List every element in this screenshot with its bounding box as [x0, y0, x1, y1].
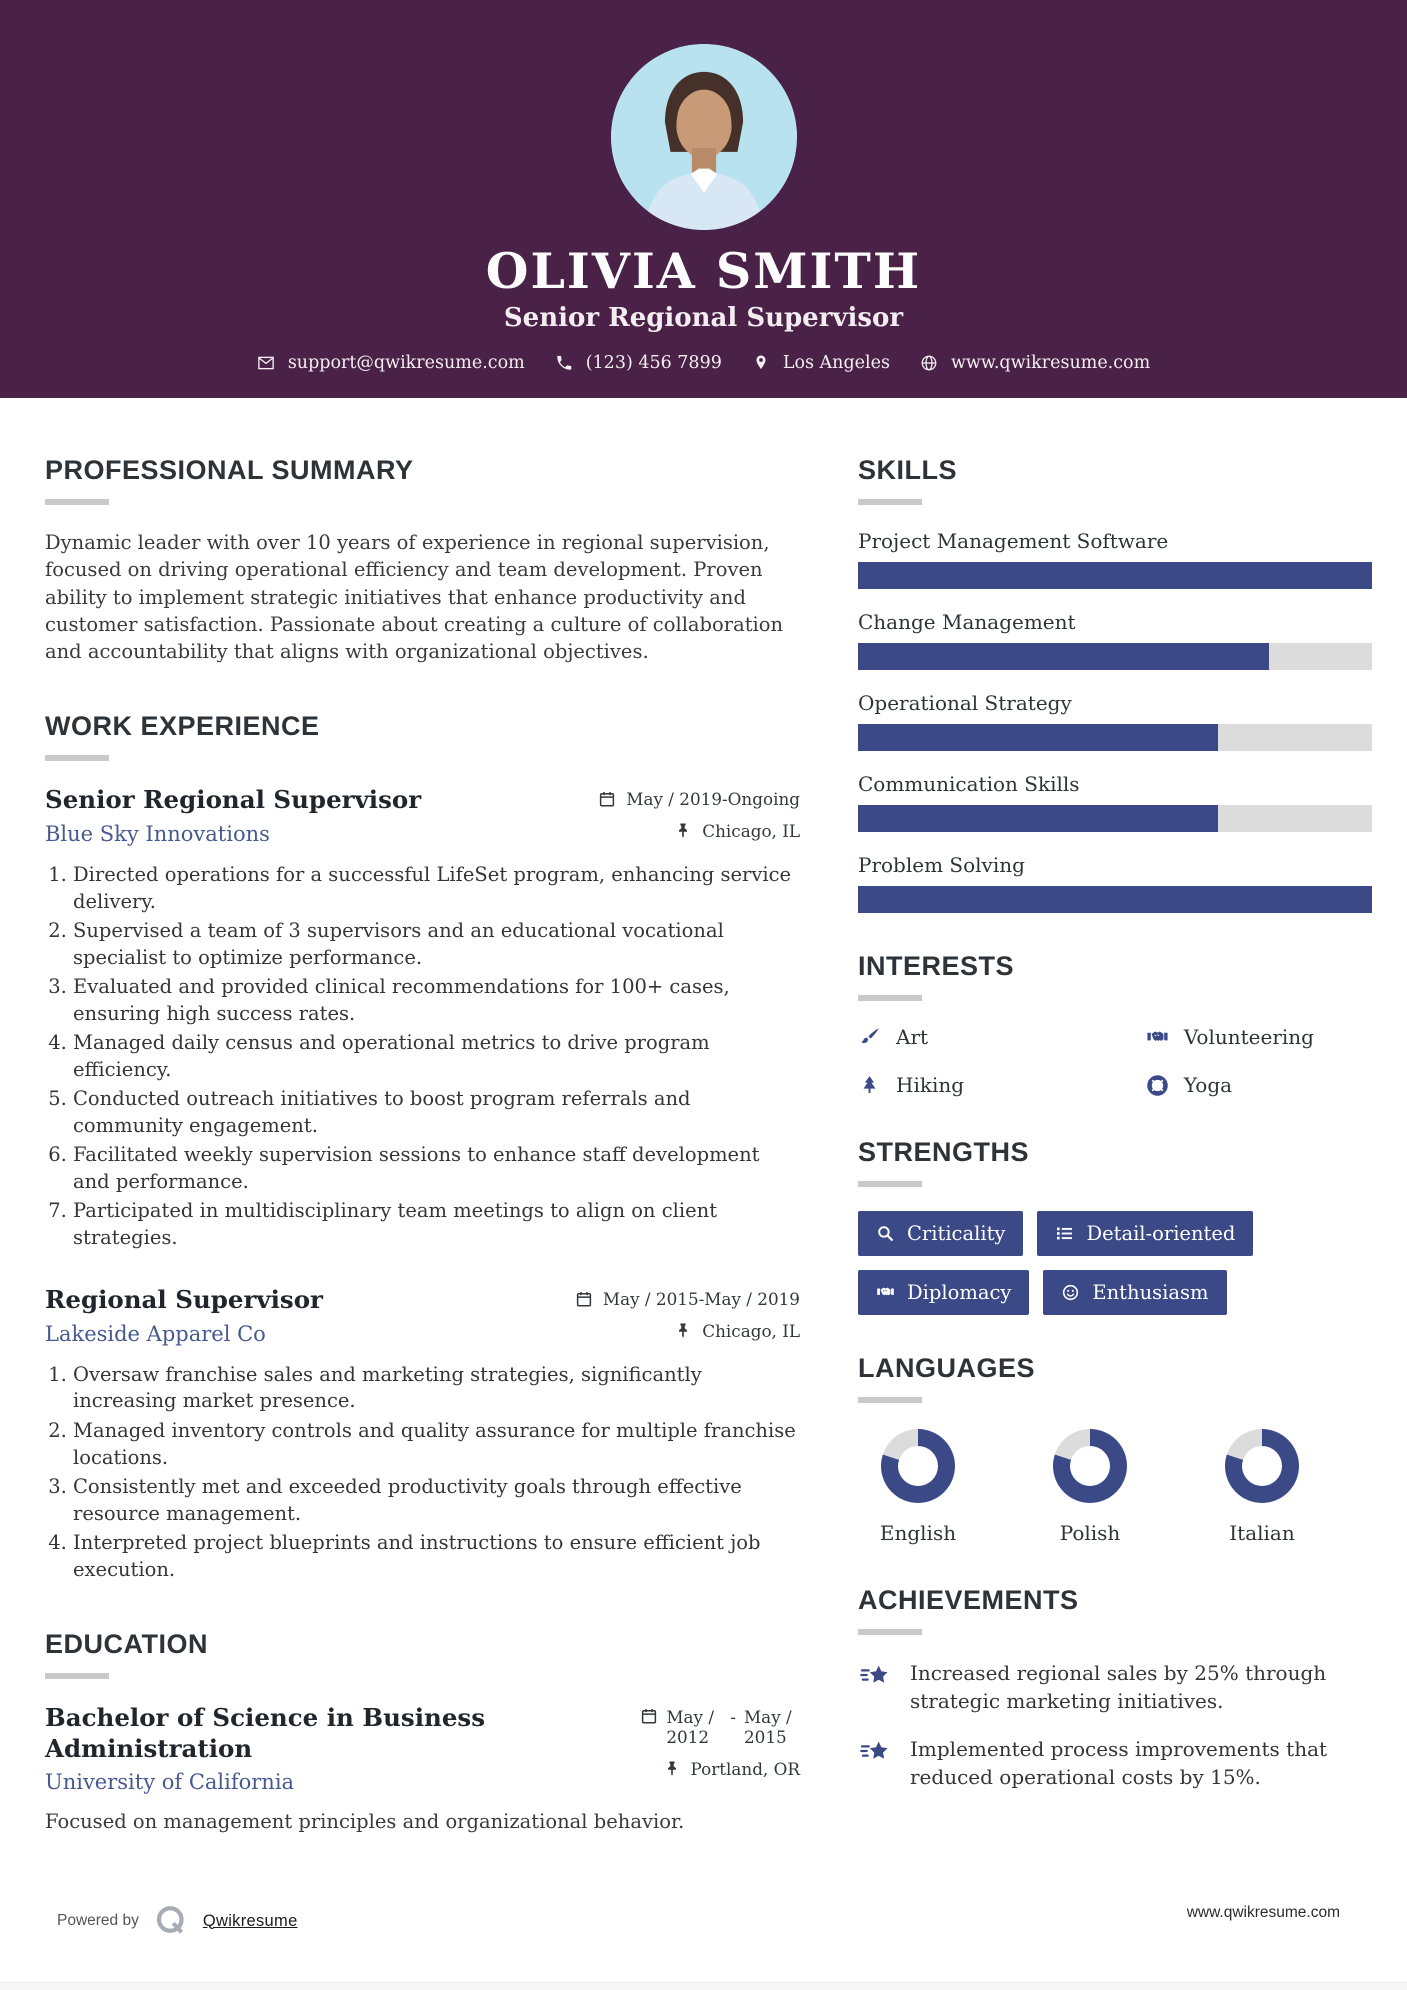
smiley-icon	[1061, 1283, 1080, 1302]
strength-badge	[1037, 1211, 1253, 1256]
search-icon	[876, 1224, 895, 1243]
strength-label: Criticality	[907, 1222, 1006, 1245]
footer	[0, 1898, 1407, 1944]
contact-location[interactable]	[752, 353, 890, 373]
strength-badge	[858, 1270, 1029, 1315]
calendar-icon	[575, 1290, 593, 1308]
job-bullet-list	[45, 1362, 800, 1583]
school-link[interactable]: University of California	[45, 1770, 295, 1795]
globe-icon	[920, 354, 938, 372]
job-location	[674, 1321, 800, 1341]
envelope-icon	[257, 354, 275, 372]
work-heading: WORK EXPERIENCE	[45, 711, 320, 742]
degree-title: Bachelor of Science in Business Administration	[45, 1703, 486, 1763]
profile-photo	[611, 44, 797, 230]
job-bullet: 3. Consistently met and exceeded productivity goals through effective resource management.	[73, 1474, 800, 1527]
skill-item	[858, 772, 1372, 832]
powered-by-text: Powered by	[57, 1912, 139, 1929]
section-rule	[858, 499, 922, 505]
achievement-text: Implemented process improvements that reduced operational costs by 15%.	[910, 1737, 1328, 1789]
contact-phone-text: (123) 456 7899	[585, 353, 722, 373]
shooting-star-icon	[858, 1661, 894, 1693]
skill-bar	[858, 724, 1372, 751]
interests-grid	[858, 1025, 1372, 1097]
summary-text: Dynamic leader with over 10 years of experience in regional supervision, focused on driving operational efficiency and team development. Proven ability to implement strategic initiatives that enhance productivity and customer satisfaction. Passionate about creating a culture of collaboration and accountability that aligns with organizational objectives.	[45, 531, 784, 664]
job-bullet: 6. Facilitated weekly supervision sessions to enhance staff development and performance.	[73, 1142, 800, 1195]
strength-label: Diplomacy	[907, 1281, 1012, 1304]
skill-bar	[858, 886, 1372, 913]
skill-name: Project Management Software	[858, 529, 1169, 553]
section-rule	[858, 1629, 922, 1635]
section-rule	[45, 499, 109, 505]
languages-row	[858, 1429, 1372, 1545]
job-bullet: 1. Oversaw franchise sales and marketing strategies, significantly increasing market presence.	[73, 1362, 800, 1415]
strength-badge	[1043, 1270, 1226, 1315]
job-bullet: 2. Supervised a team of 3 supervisors and an educational vocational specialist to optimize performance.	[73, 918, 800, 971]
education-date-end: May / 2015	[744, 1707, 792, 1748]
left-column	[45, 455, 800, 1836]
content	[0, 398, 1407, 1836]
language-item	[1202, 1429, 1322, 1545]
section-rule	[858, 1397, 922, 1403]
section-rule	[45, 1673, 109, 1679]
skill-item	[858, 610, 1372, 670]
job-entry	[45, 785, 800, 1251]
strength-label: Detail-oriented	[1086, 1222, 1236, 1245]
phone-icon	[555, 354, 573, 372]
job-bullet: 2. Managed inventory controls and quality assurance for multiple franchise locations.	[73, 1418, 800, 1471]
handshake-icon	[876, 1283, 895, 1302]
skill-bar	[858, 562, 1372, 589]
achievement-item	[858, 1659, 1372, 1715]
job-bullet: 7. Participated in multidisciplinary team meetings to align on client strategies.	[73, 1198, 800, 1251]
header	[0, 0, 1407, 398]
skill-name: Communication Skills	[858, 772, 1080, 796]
handshake-icon	[1146, 1026, 1169, 1049]
language-item	[1030, 1429, 1150, 1545]
skill-bar	[858, 805, 1372, 832]
job-bullet: 1. Directed operations for a successful LifeSet program, enhancing service delivery.	[73, 862, 800, 915]
job-title: Senior Regional Supervisor	[45, 785, 422, 815]
interest-label: Volunteering	[1183, 1025, 1314, 1049]
language-donut-chart	[881, 1429, 955, 1503]
person-portrait-icon	[611, 44, 797, 230]
contact-location-text: Los Angeles	[782, 353, 890, 373]
job-dates	[598, 789, 800, 809]
skill-item	[858, 691, 1372, 751]
interest-label: Art	[896, 1025, 929, 1049]
languages-heading: LANGUAGES	[858, 1353, 1036, 1383]
language-donut-chart	[1225, 1429, 1299, 1503]
contact-website[interactable]	[920, 353, 1150, 373]
strength-label: Enthusiasm	[1092, 1281, 1209, 1304]
summary-heading: PROFESSIONAL SUMMARY	[45, 455, 414, 485]
person-title: Senior Regional Supervisor	[503, 303, 904, 333]
qwikresume-logo-icon	[153, 1903, 189, 1939]
contact-email-text: support@qwikresume.com	[287, 353, 525, 373]
interest-item	[858, 1073, 1146, 1097]
qwikresume-link[interactable]: Qwikresume	[202, 1911, 298, 1930]
achievement-text: Increased regional sales by 25% through strategic marketing initiatives.	[910, 1661, 1327, 1713]
interest-item	[1146, 1073, 1372, 1097]
pushpin-icon	[674, 822, 692, 840]
skill-name: Operational Strategy	[858, 691, 1072, 715]
shooting-star-icon	[858, 1737, 894, 1769]
interest-label: Yoga	[1183, 1073, 1233, 1097]
skill-item	[858, 529, 1372, 589]
education-dates	[640, 1707, 800, 1747]
interests-heading: INTERESTS	[858, 951, 1015, 981]
language-label: Italian	[1229, 1521, 1295, 1545]
language-label: English	[879, 1521, 957, 1545]
job-location-text: Chicago, IL	[702, 821, 800, 842]
tree-icon	[858, 1074, 881, 1097]
list-icon	[1055, 1224, 1074, 1243]
strengths-badges	[858, 1211, 1372, 1315]
job-company-link[interactable]: Lakeside Apparel Co	[45, 1321, 266, 1346]
contact-phone[interactable]	[555, 353, 722, 373]
footer-site-link[interactable]: www.qwikresume.com	[1186, 1904, 1340, 1921]
right-column	[858, 455, 1372, 1836]
education-date-separator: -	[730, 1707, 736, 1728]
job-bullet: 5. Conducted outreach initiatives to boost program referrals and community engagement.	[73, 1086, 800, 1139]
job-dates	[575, 1289, 800, 1309]
pushpin-icon	[663, 1760, 681, 1778]
calendar-icon	[640, 1707, 658, 1725]
skill-bar-fill	[858, 643, 1269, 670]
skill-bar	[858, 643, 1372, 670]
achievement-item	[858, 1735, 1372, 1791]
calendar-icon	[598, 790, 616, 808]
lifebuoy-icon	[1146, 1074, 1169, 1097]
job-bullet-list	[45, 862, 800, 1251]
skill-bar-fill	[858, 562, 1372, 589]
skill-name: Problem Solving	[858, 853, 1025, 877]
section-rule	[858, 1181, 922, 1187]
skill-name: Change Management	[858, 610, 1076, 634]
paintbrush-icon	[858, 1026, 881, 1049]
job-dates-text: May / 2015-May / 2019	[602, 1289, 800, 1310]
language-item	[858, 1429, 978, 1545]
education-entry	[45, 1703, 800, 1836]
education-heading: EDUCATION	[45, 1629, 208, 1660]
interest-item	[858, 1025, 1146, 1049]
education-location	[663, 1759, 800, 1779]
education-location-text: Portland, OR	[690, 1759, 800, 1780]
location-icon	[752, 354, 770, 372]
job-location-text: Chicago, IL	[702, 1321, 800, 1342]
strength-badge	[858, 1211, 1023, 1256]
language-donut-chart	[1053, 1429, 1127, 1503]
pushpin-icon	[674, 1322, 692, 1340]
contact-row	[0, 353, 1407, 373]
education-note: Focused on management principles and organizational behavior.	[45, 1810, 685, 1834]
job-title: Regional Supervisor	[45, 1285, 323, 1315]
skills-heading: SKILLS	[858, 455, 958, 485]
skill-bar-fill	[858, 724, 1218, 751]
contact-email[interactable]	[257, 353, 525, 373]
skill-bar-fill	[858, 886, 1372, 913]
interest-item	[1146, 1025, 1372, 1049]
job-bullet: 4. Managed daily census and operational metrics to drive program efficiency.	[73, 1030, 800, 1083]
job-entry	[45, 1285, 800, 1583]
job-company-link[interactable]: Blue Sky Innovations	[45, 822, 270, 847]
contact-website-text: www.qwikresume.com	[950, 353, 1151, 373]
section-rule	[45, 755, 109, 761]
education-date-start: May / 2012	[666, 1707, 714, 1748]
achievements-heading: ACHIEVEMENTS	[858, 1585, 1079, 1615]
job-bullet: 3. Evaluated and provided clinical recommendations for 100+ cases, ensuring high success rates.	[73, 974, 800, 1027]
section-rule	[858, 995, 922, 1001]
job-dates-text: May / 2019-Ongoing	[626, 789, 800, 810]
job-location	[674, 821, 800, 841]
job-bullet: 4. Interpreted project blueprints and instructions to ensure efficient job execution.	[73, 1530, 800, 1583]
interest-label: Hiking	[896, 1073, 965, 1097]
skill-item	[858, 853, 1372, 913]
skill-bar-fill	[858, 805, 1218, 832]
strengths-heading: STRENGTHS	[858, 1137, 1030, 1167]
page-bottom-strip	[0, 1982, 1407, 1990]
person-name: OLIVIA SMITH	[485, 242, 922, 300]
powered-by	[57, 1903, 298, 1939]
language-label: Polish	[1059, 1521, 1121, 1545]
